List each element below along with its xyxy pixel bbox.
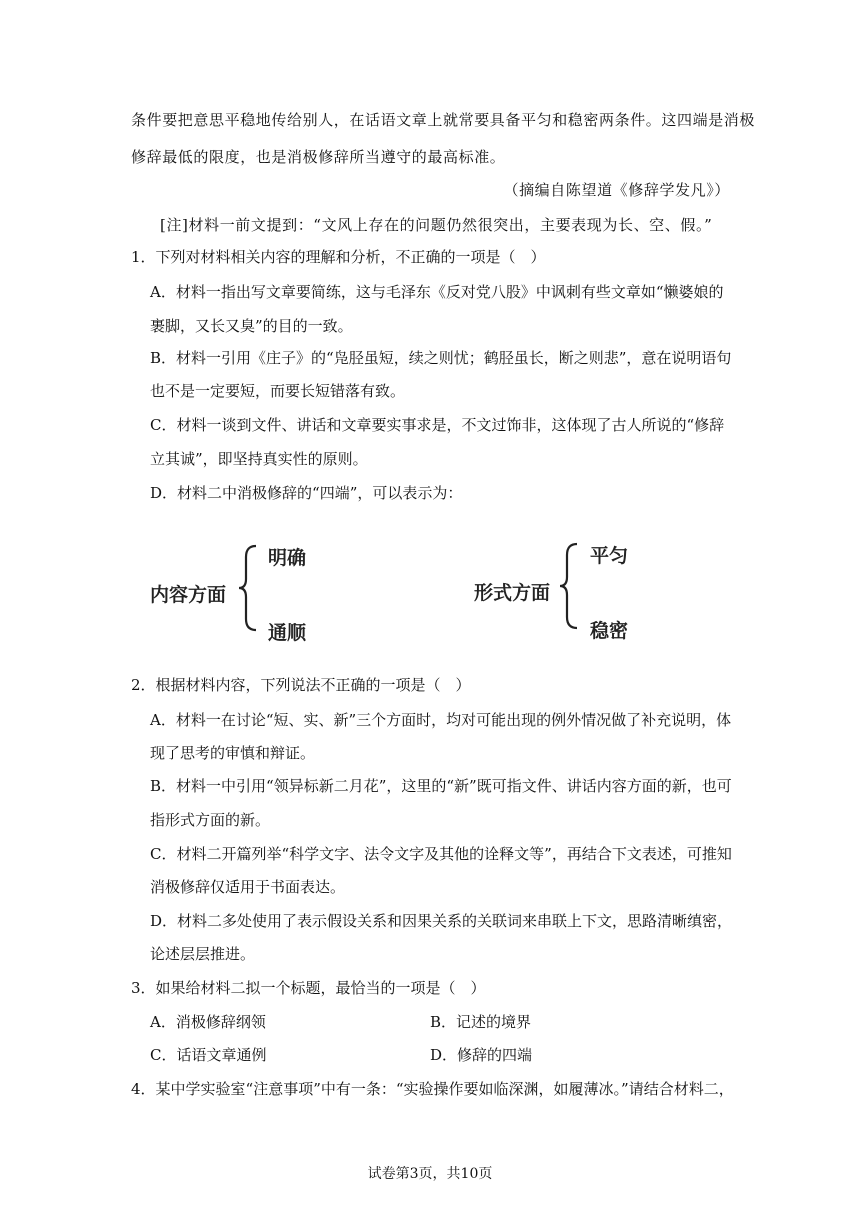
passage-note: [注]材料一前文提到：“文风上存在的问题仍然很突出，主要表现为长、空、假。”	[160, 216, 713, 234]
q1-stem: 1．下列对材料相关内容的理解和分析，不正确的一项是（ ）	[131, 248, 546, 266]
q1-option-d: D．材料二中消极修辞的“四端”，可以表示为：	[150, 484, 463, 502]
q3-option-c: C．话语文章通例	[150, 1046, 267, 1064]
diagram-right-top: 平匀	[590, 545, 629, 567]
diagram-right-label: 形式方面	[474, 582, 551, 604]
q1-option-b-cont: 也不是一定要短，而要长短错落有致。	[150, 382, 406, 400]
q1-option-a-cont: 裹脚，又长又臭”的目的一致。	[150, 317, 353, 335]
q2-option-c-cont: 消极修辞仅适用于书面表达。	[150, 878, 346, 896]
diagram-left-label: 内容方面	[150, 584, 227, 606]
q2-option-a: A．材料一在讨论“短、实、新”三个方面时，均对可能出现的例外情况做了补充说明，体	[150, 711, 732, 729]
q1-option-c: C．材料一谈到文件、讲话和文章要实事求是，不文过饰非，这体现了古人所说的“修辞	[150, 416, 725, 434]
diagram-right-bottom: 稳密	[590, 620, 629, 642]
q4-stem: 4．某中学实验室“注意事项”中有一条：“实验操作要如临深渊，如履薄冰。”请结合材料二，	[131, 1080, 734, 1098]
q2-option-c: C．材料二开篇列举“科学文字、法令文字及其他的诠释文等”，再结合下文表述，可推知	[150, 845, 732, 863]
q1-option-b: B．材料一引用《庄子》的“凫胫虽短，续之则忧；鹤胫虽长，断之则悲”，意在说明语句	[150, 349, 732, 367]
q3-stem: 3．如果给材料二拟一个标题，最恰当的一项是（ ）	[131, 979, 486, 997]
q2-option-d: D．材料二多处使用了表示假设关系和因果关系的关联词来串联上下文，思路清晰缜密，	[150, 912, 733, 930]
passage-line-1: 条件要把意思平稳地传给别人，在话语文章上就常要具备平匀和稳密两条件。这四端是消极	[131, 111, 756, 129]
left-brace-icon	[236, 543, 262, 633]
passage-source: （摘编自陈望道《修辞学发凡》）	[503, 181, 730, 199]
right-brace-icon	[557, 541, 583, 631]
q2-option-b-cont: 指形式方面的新。	[150, 811, 271, 829]
q3-option-d: D．修辞的四端	[430, 1046, 533, 1064]
q2-stem: 2．根据材料内容，下列说法不正确的一项是（ ）	[131, 676, 471, 694]
diagram-left-bottom: 通顺	[268, 622, 307, 644]
passage-line-2: 修辞最低的限度，也是消极修辞所当遵守的最高标准。	[131, 148, 506, 166]
q1-option-c-cont: 立其诚”，即坚持真实性的原则。	[150, 450, 368, 468]
page-footer: 试卷第3页，共10页	[367, 1166, 493, 1182]
q3-option-b: B．记述的境界	[430, 1013, 532, 1031]
q3-option-a: A．消极修辞纲领	[150, 1013, 266, 1031]
q1-option-a: A．材料一指出写文章要简练，这与毛泽东《反对党八股》中讽刺有些文章如“懒婆娘的	[150, 283, 724, 301]
q2-option-a-cont: 现了思考的审慎和辩证。	[150, 744, 316, 762]
diagram-left-top: 明确	[268, 547, 307, 569]
q2-option-b: B．材料一中引用“领异标新二月花”，这里的“新”既可指文件、讲话内容方面的新，也可	[150, 777, 732, 795]
q2-option-d-cont: 论述层层推进。	[150, 945, 256, 963]
